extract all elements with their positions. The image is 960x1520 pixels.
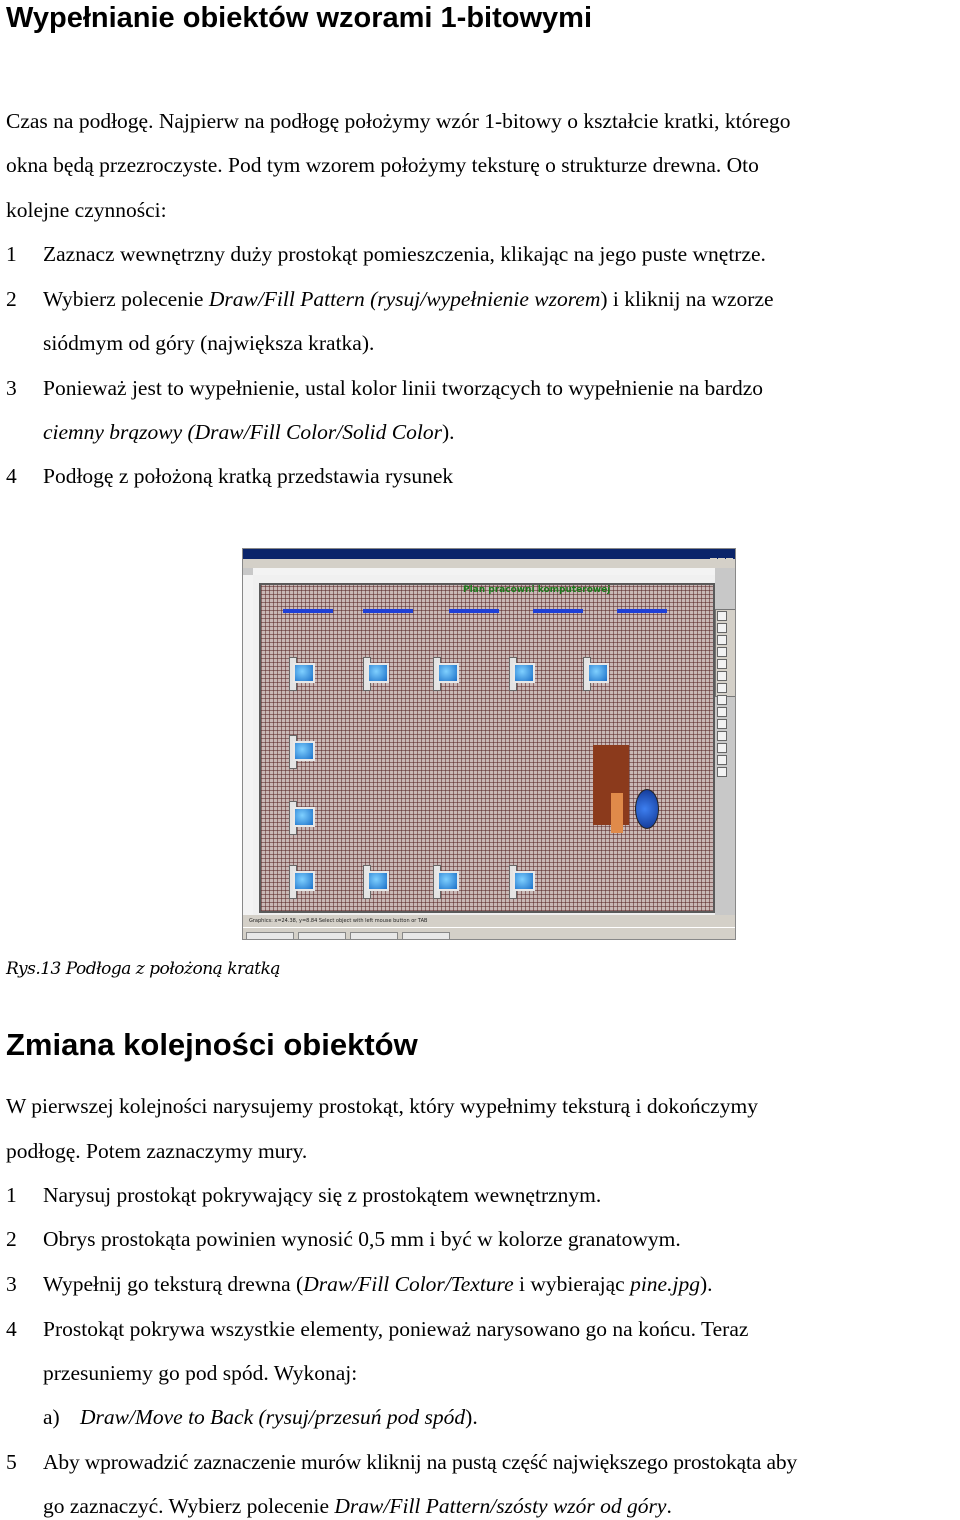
figure-caption: Rys.13 Podłoga z położoną kratką: [6, 959, 281, 979]
step-text: Obrys prostokąta powinien wynosić 0,5 mm i być w kolorze granatowym.: [43, 1227, 681, 1251]
computer-icon: [433, 865, 463, 899]
window-titlebar: [243, 549, 735, 559]
computer-icon: [289, 735, 319, 769]
command-name: ciemny brązowy (Draw/Fill Color/Solid Color: [43, 420, 442, 444]
plan-title: Plan pracowni komputerowej: [463, 585, 611, 595]
step-text: Ponieważ jest to wypełnienie, ustal kolor linii tworzących to wypełnienie na bardzo: [43, 376, 764, 400]
tool-palette: [715, 609, 736, 697]
intro-line: podłogę. Potem zaznaczymy mury.: [6, 1139, 308, 1163]
step-text-continued: przesuniemy go pod spód. Wykonaj:: [43, 1361, 358, 1385]
status-bar: Graphics: x=24.38, y=8.84 Select object with left mouse button or TAB: [243, 915, 736, 927]
window-mark: [283, 609, 333, 613]
computer-icon: [289, 657, 319, 691]
computer-icon: [363, 657, 393, 691]
step-text-part: ).: [465, 1405, 478, 1429]
step-text-continued: [43, 1493, 672, 1519]
figure-screenshot: [242, 548, 736, 940]
window-mark: [617, 609, 667, 613]
window-mark: [363, 609, 413, 613]
sub-step-text: [80, 1404, 478, 1430]
intro-line: kolejne czynności:: [6, 198, 167, 222]
command-name: Draw/Fill Pattern/szósty wzór od góry: [334, 1494, 667, 1518]
intro-line: W pierwszej kolejności narysujemy prostokąt, który wypełnimy teksturą i dokończymy: [6, 1094, 758, 1118]
computer-icon: [433, 657, 463, 691]
step-text-continued: [43, 419, 455, 445]
computer-icon: [583, 657, 613, 691]
command-name: Draw/Move to Back (rysuj/przesuń pod spód: [80, 1405, 466, 1429]
computer-icon: [363, 865, 393, 899]
menu-bar: [243, 559, 735, 568]
step-text-part: Wypełnij go teksturą drewna (: [43, 1272, 304, 1296]
step-number: 2: [6, 287, 17, 311]
step-number: 1: [6, 242, 17, 266]
computer-icon: [289, 801, 319, 835]
step-number: 2: [6, 1227, 17, 1251]
command-name: Draw/Fill Pattern (rysuj/wypełnienie wzorem: [208, 287, 601, 311]
step-number: 4: [6, 1317, 17, 1341]
step-text-part: i wybierając: [513, 1272, 631, 1296]
file-name: pine.jpg: [630, 1272, 700, 1296]
step-text: Zaznacz wewnętrzny duży prostokąt pomieszczenia, klikając na jego puste wnętrze.: [43, 242, 766, 266]
intro-line: okna będą przezroczyste. Pod tym wzorem położymy teksturę o strukturze drewna. Oto: [6, 153, 759, 177]
globe-icon: [635, 789, 659, 829]
section-title-order: Zmiana kolejności obiektów: [6, 1027, 418, 1062]
step-text-part: ) i kliknij na wzorze: [600, 287, 774, 311]
taskbar: [243, 927, 735, 940]
step-text: Narysuj prostokąt pokrywający się z prostokątem wewnętrznym.: [43, 1183, 602, 1207]
step-text: [43, 1271, 713, 1297]
step-number: 3: [6, 376, 17, 400]
sub-step-label: a): [43, 1405, 60, 1429]
drawing-canvas: [253, 575, 715, 915]
window-mark: [449, 609, 499, 613]
step-text-part: ).: [441, 420, 455, 444]
step-text: [43, 286, 774, 312]
section-title-patterns: Wypełnianie obiektów wzorami 1-bitowymi: [6, 2, 593, 34]
floor-grid-pattern: [259, 583, 715, 913]
step-text-part: go zaznaczyć. Wybierz polecenie: [43, 1494, 335, 1518]
step-number: 1: [6, 1183, 17, 1207]
computer-icon: [509, 657, 539, 691]
window-mark: [533, 609, 583, 613]
step-number: 3: [6, 1272, 17, 1296]
step-text-part: ).: [699, 1272, 713, 1296]
step-text: Prostokąt pokrywa wszystkie elementy, ponieważ narysowano go na końcu. Teraz: [43, 1317, 749, 1341]
computer-icon: [289, 865, 319, 899]
step-number: 5: [6, 1450, 17, 1474]
intro-line: Czas na podłogę. Najpierw na podłogę położymy wzór 1-bitowy o kształcie kratki, którego: [6, 109, 791, 133]
computer-icon: [509, 865, 539, 899]
step-text-part: .: [666, 1494, 672, 1518]
step-number: 4: [6, 464, 17, 488]
step-text: Podłogę z położoną kratką przedstawia rysunek: [43, 464, 454, 488]
step-text-part: Wybierz polecenie: [43, 287, 209, 311]
step-text: Aby wprowadzić zaznaczenie murów kliknij na pustą część największego prostokąta aby: [43, 1450, 798, 1474]
desk-chair: [611, 793, 623, 833]
command-name: Draw/Fill Color/Texture: [303, 1272, 514, 1296]
step-text-continued: siódmym od góry (największa kratka).: [43, 331, 375, 355]
